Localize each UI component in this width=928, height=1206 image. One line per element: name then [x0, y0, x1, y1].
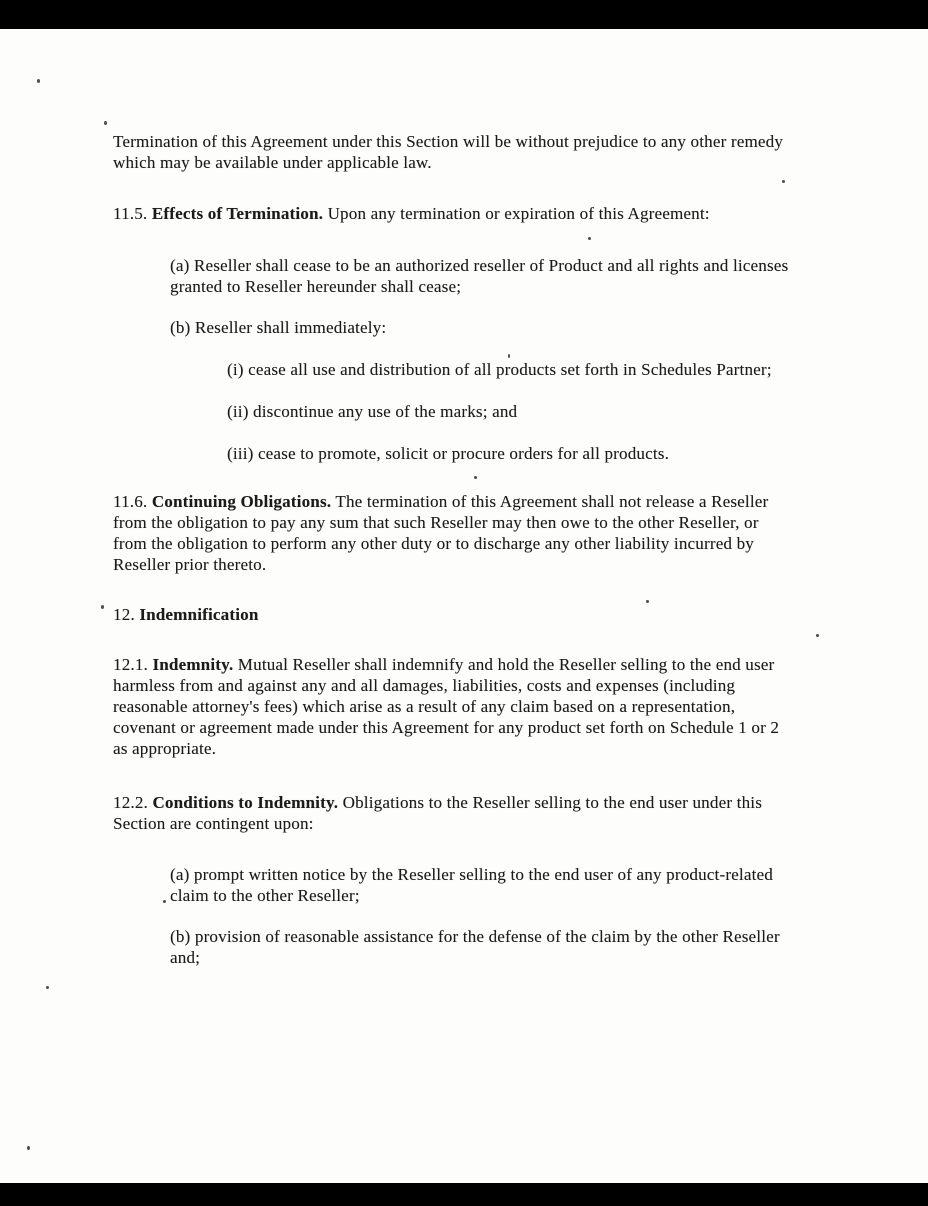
paragraph-line: as appropriate.: [113, 739, 217, 758]
paragraph-line: [113, 491, 768, 512]
paragraph-line: Reseller prior thereto.: [113, 555, 267, 574]
section-title: Conditions to Indemnity.: [152, 793, 339, 812]
paragraph-line: and;: [170, 948, 201, 967]
scan-speck: [163, 900, 166, 903]
paragraph-line: (ii) discontinue any use of the marks; and: [227, 402, 518, 421]
paragraph-line: [113, 203, 710, 224]
section-11-5-item-b-ii: [227, 401, 517, 422]
section-11-5-heading: [113, 203, 710, 224]
section-number: 11.5.: [113, 204, 148, 223]
scan-speck: [646, 600, 649, 603]
section-11-5-item-b: [170, 317, 386, 338]
scan-speck: [782, 180, 785, 183]
section-12-1: [113, 654, 779, 759]
section-number: 12.2.: [113, 793, 148, 812]
paragraph-termination-remedy: [113, 131, 783, 173]
scan-speck: [27, 1146, 30, 1150]
paragraph-line: (i) cease all use and distribution of all products set forth in Schedules Partner;: [227, 360, 772, 379]
paragraph-line: covenant or agreement made under this Agreement for any product set forth on Schedule 1 or 2: [113, 718, 780, 737]
paragraph-line: (a) prompt written notice by the Reseller selling to the end user of any product-related: [170, 865, 773, 884]
section-lead-text: Upon any termination or expiration of this Agreement:: [327, 204, 710, 223]
section-number: 12.1.: [113, 655, 148, 674]
scan-speck: [46, 986, 49, 989]
section-12-2-item-b: [170, 926, 780, 968]
paragraph-line: which may be available under applicable law.: [113, 153, 432, 172]
paragraph-line: Termination of this Agreement under this Section will be without prejudice to any other remedy: [113, 132, 784, 151]
paragraph-line: [113, 792, 762, 813]
section-11-5-item-b-iii: [227, 443, 669, 464]
section-body-text: Mutual Reseller shall indemnify and hold the Reseller selling to the end user: [237, 655, 775, 674]
section-12-heading: [113, 604, 259, 625]
section-title: Indemnity.: [152, 655, 234, 674]
scan-speck: [508, 354, 510, 358]
scan-artifact-top-bar: [0, 0, 928, 29]
section-body-text: Obligations to the Reseller selling to the end user under this: [342, 793, 763, 812]
section-11-5-item-b-i: [227, 359, 772, 380]
paragraph-line: (iii) cease to promote, solicit or procure orders for all products.: [227, 444, 670, 463]
paragraph-line: harmless from and against any and all damages, liabilities, costs and expenses (including: [113, 676, 736, 695]
scan-speck: [37, 79, 40, 83]
paragraph-line: Section are contingent upon:: [113, 814, 314, 833]
scan-speck: [104, 121, 107, 125]
section-number: 12.: [113, 605, 135, 624]
section-title: Indemnification: [139, 605, 259, 624]
paragraph-line: from the obligation to pay any sum that such Reseller may then owe to the other Reseller, or: [113, 513, 759, 532]
paragraph-line: [113, 654, 779, 675]
section-12-2-item-a: [170, 864, 773, 906]
scan-speck: [101, 605, 104, 609]
paragraph-line: claim to the other Reseller;: [170, 886, 360, 905]
scan-artifact-bottom-bar: [0, 1183, 928, 1206]
section-11-6: [113, 491, 768, 575]
section-number: 11.6.: [113, 492, 148, 511]
section-12-2: [113, 792, 762, 834]
section-11-5-item-a: [170, 255, 788, 297]
paragraph-line: reasonable attorney's fees) which arise as a result of any claim based on a representation,: [113, 697, 736, 716]
section-title: Continuing Obligations.: [151, 492, 332, 511]
scan-speck: [816, 634, 819, 637]
section-body-text: The termination of this Agreement shall not release a Reseller: [335, 492, 769, 511]
paragraph-line: (b) provision of reasonable assistance for the defense of the claim by the other Reseller: [170, 927, 780, 946]
paragraph-line: (b) Reseller shall immediately:: [170, 318, 387, 337]
scan-speck: [588, 237, 591, 240]
paragraph-line: granted to Reseller hereunder shall cease;: [170, 277, 462, 296]
paragraph-line: from the obligation to perform any other duty or to discharge any other liability incurred by: [113, 534, 754, 553]
section-title: Effects of Termination.: [151, 204, 324, 223]
paragraph-line: [113, 604, 259, 625]
paragraph-line: (a) Reseller shall cease to be an authorized reseller of Product and all rights and licenses: [170, 256, 789, 275]
scan-speck: [474, 476, 477, 479]
